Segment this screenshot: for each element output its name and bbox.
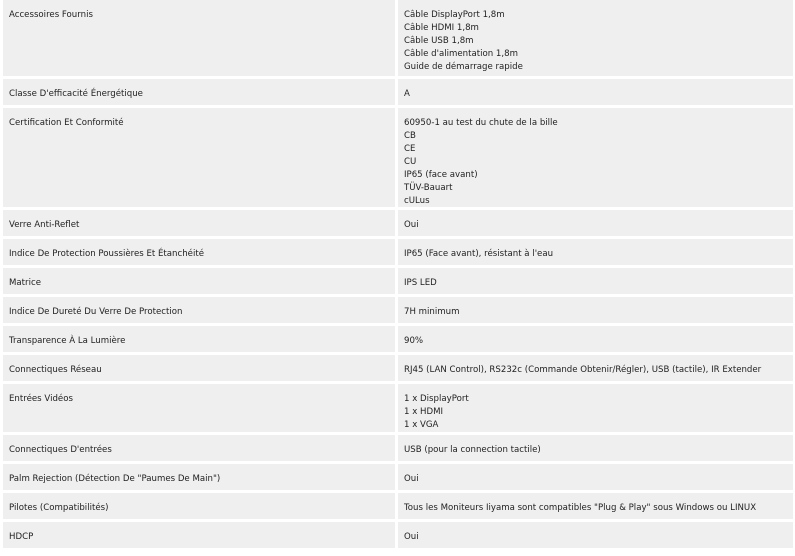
spec-value: 7H minimum bbox=[404, 307, 460, 317]
spec-label: Connectiques Réseau bbox=[9, 365, 102, 375]
spec-value: RJ45 (LAN Control), RS232c (Commande Obtenir/Régler), USB (tactile), IR Extender bbox=[404, 365, 762, 375]
spec-row bbox=[3, 210, 793, 236]
spec-value: Tous les Moniteurs Iiyama sont compatibles "Plug & Play" sous Windows ou LINUX bbox=[404, 503, 757, 513]
spec-label-cell bbox=[3, 297, 395, 323]
spec-label-cell bbox=[3, 326, 395, 352]
spec-label: Connectiques D'entrées bbox=[9, 445, 112, 455]
spec-value-cell bbox=[398, 108, 793, 207]
spec-label-cell bbox=[3, 0, 395, 76]
spec-row bbox=[3, 326, 793, 352]
spec-label-cell bbox=[3, 355, 395, 381]
spec-value: Oui bbox=[404, 220, 419, 230]
spec-label: Certification Et Conformité bbox=[9, 118, 124, 128]
spec-row bbox=[3, 297, 793, 323]
spec-value: Oui bbox=[404, 474, 419, 484]
spec-value-cell bbox=[398, 239, 793, 265]
spec-row bbox=[3, 355, 793, 381]
spec-value: cULus bbox=[404, 196, 430, 206]
spec-row bbox=[3, 79, 793, 105]
spec-row bbox=[3, 435, 793, 461]
spec-label: Indice De Protection Poussières Et Étanchéité bbox=[9, 249, 205, 259]
spec-value-cell bbox=[398, 464, 793, 490]
spec-value: Oui bbox=[404, 532, 419, 542]
spec-value: USB (pour la connection tactile) bbox=[404, 445, 541, 455]
spec-row bbox=[3, 384, 793, 432]
spec-table bbox=[3, 0, 793, 548]
spec-label: Pilotes (Compatibilités) bbox=[9, 503, 109, 513]
spec-label-cell bbox=[3, 493, 395, 519]
spec-row bbox=[3, 268, 793, 294]
spec-value: CB bbox=[404, 131, 416, 141]
spec-value: Guide de démarrage rapide bbox=[404, 62, 523, 72]
spec-label: Accessoires Fournis bbox=[9, 10, 93, 20]
spec-value: IP65 (face avant) bbox=[404, 170, 478, 180]
spec-label: Classe D'efficacité Énergétique bbox=[9, 89, 143, 99]
spec-value-cell bbox=[398, 326, 793, 352]
spec-value: IP65 (Face avant), résistant à l'eau bbox=[404, 249, 554, 259]
spec-value-cell bbox=[398, 384, 793, 432]
spec-value-cell bbox=[398, 79, 793, 105]
spec-value-cell bbox=[398, 210, 793, 236]
spec-label-cell bbox=[3, 522, 395, 548]
spec-value: 60950-1 au test du chute de la bille bbox=[404, 118, 558, 128]
spec-value-cell bbox=[398, 355, 793, 381]
spec-label: Matrice bbox=[9, 278, 41, 288]
spec-value: CE bbox=[404, 144, 416, 154]
spec-value-cell bbox=[398, 435, 793, 461]
spec-value-cell bbox=[398, 493, 793, 519]
spec-row bbox=[3, 522, 793, 548]
spec-label-cell bbox=[3, 435, 395, 461]
spec-value-cell bbox=[398, 522, 793, 548]
spec-value: CU bbox=[404, 157, 417, 167]
spec-value: A bbox=[404, 89, 410, 99]
spec-row bbox=[3, 493, 793, 519]
spec-value: Câble HDMI 1,8m bbox=[404, 23, 479, 33]
spec-label: Palm Rejection (Détection De "Paumes De Main") bbox=[9, 474, 221, 484]
spec-label-cell bbox=[3, 79, 395, 105]
spec-value: Câble DisplayPort 1,8m bbox=[404, 10, 505, 20]
spec-label: Verre Anti-Reflet bbox=[9, 220, 80, 230]
spec-label-cell bbox=[3, 108, 395, 207]
spec-value: 90% bbox=[404, 336, 424, 346]
spec-value: 1 x VGA bbox=[404, 420, 439, 430]
spec-label-cell bbox=[3, 210, 395, 236]
spec-value-cell bbox=[398, 297, 793, 323]
spec-value-cell bbox=[398, 0, 793, 76]
spec-label: Indice De Dureté Du Verre De Protection bbox=[9, 307, 183, 317]
spec-value: Câble USB 1,8m bbox=[404, 36, 474, 46]
spec-value: 1 x HDMI bbox=[404, 407, 444, 417]
spec-label-cell bbox=[3, 384, 395, 432]
spec-row bbox=[3, 108, 793, 207]
spec-label-cell bbox=[3, 239, 395, 265]
spec-value: TÜV-Bauart bbox=[404, 183, 453, 193]
spec-row bbox=[3, 464, 793, 490]
spec-label: Transparence À La Lumière bbox=[9, 336, 126, 346]
spec-label-cell bbox=[3, 268, 395, 294]
spec-row bbox=[3, 239, 793, 265]
spec-label: Entrées Vidéos bbox=[9, 394, 73, 404]
spec-label-cell bbox=[3, 464, 395, 490]
spec-value: Câble d'alimentation 1,8m bbox=[404, 49, 518, 59]
spec-value: 1 x DisplayPort bbox=[404, 394, 469, 404]
spec-value: IPS LED bbox=[404, 278, 437, 288]
spec-label: HDCP bbox=[9, 532, 34, 542]
spec-value-cell bbox=[398, 268, 793, 294]
spec-row bbox=[3, 0, 793, 76]
